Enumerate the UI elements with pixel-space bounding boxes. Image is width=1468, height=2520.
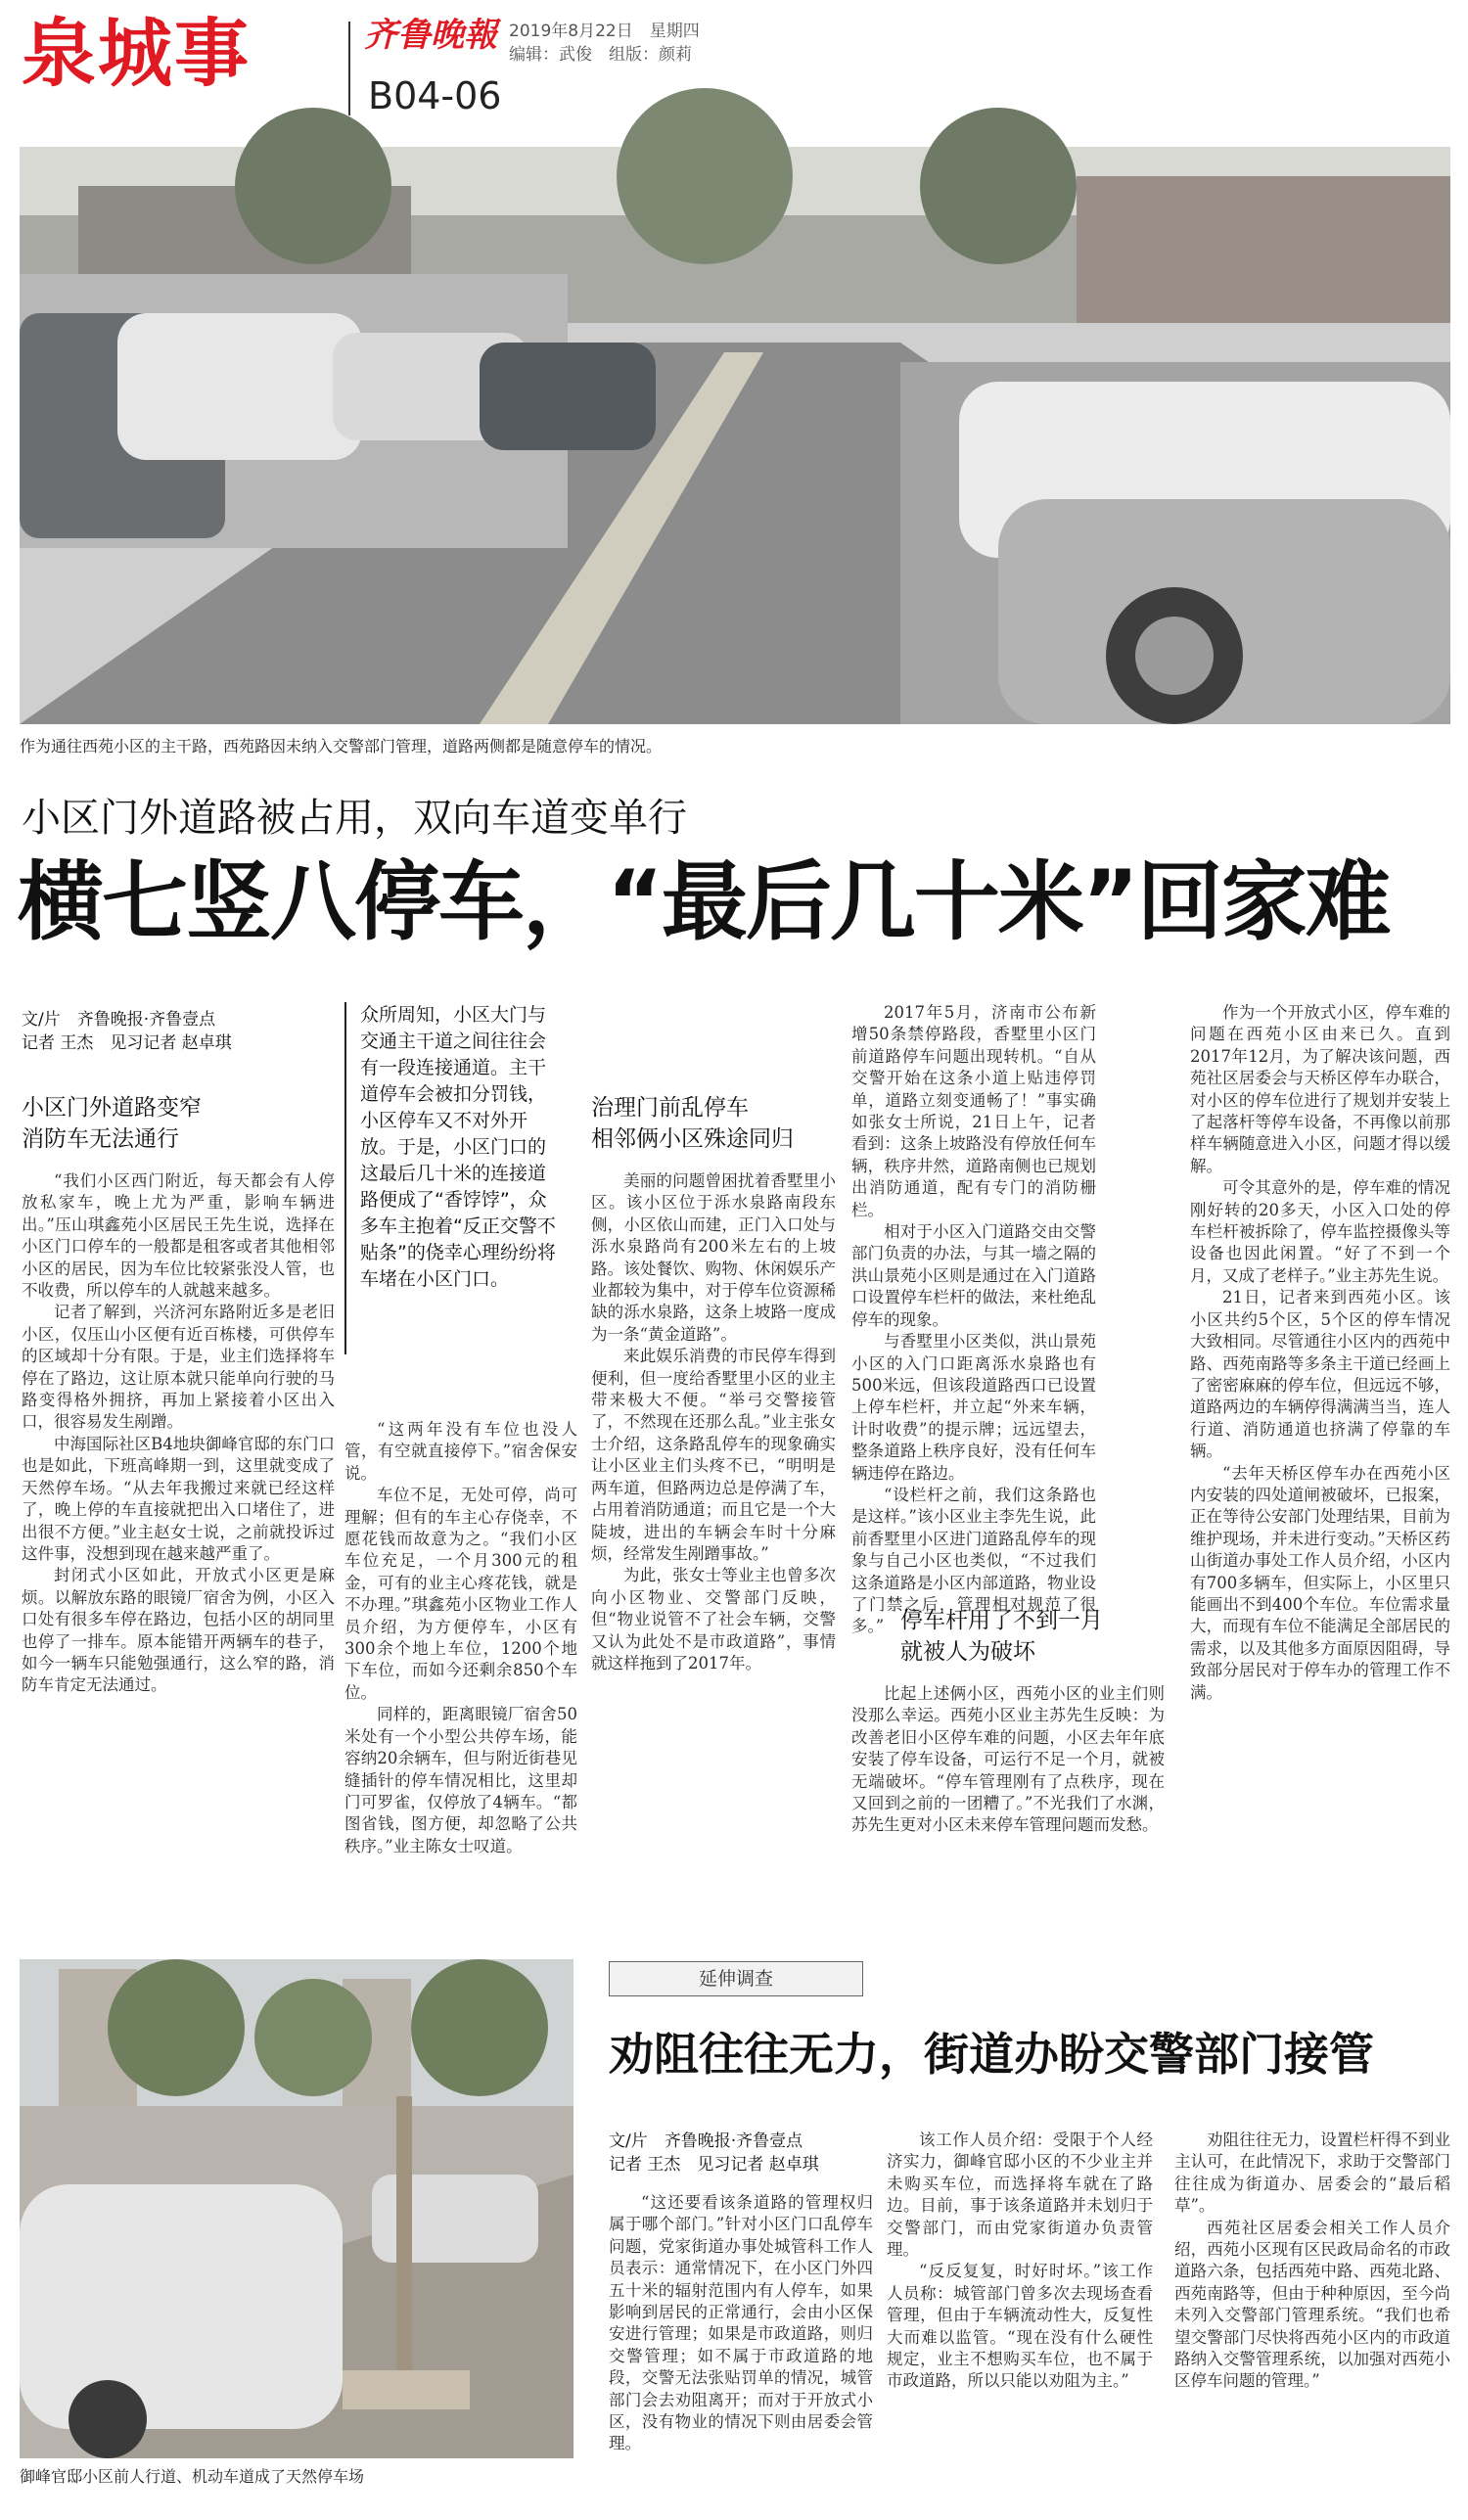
story-subheadline: 小区门外道路被占用，双向车道变单行 [22, 796, 687, 841]
photo2-caption: 御峰官邸小区前人行道、机动车道成了天然停车场 [20, 2467, 365, 2486]
text-column-3 [591, 1170, 836, 1924]
lede-box: 众所周知，小区大门与交通主干道之间往往会有一段连接通道。主干道停车会被扣分罚钱，小区停车又不对外开放。于是，小区门口的这最后几十米的连接道路便成了“香饽饽”，众多车主抱着“反正交警不贴条”的侥幸心理纷纷将车堵在小区门口。 [344, 1002, 556, 1354]
paragraph: 作为一个开放式小区，停车难的问题在西苑小区由来已久。直到2017年12月，为了解决该问题，西苑社区居委会与天桥区停车办联合，对小区的停车位进行了规划并安装上了起落杆等停车设备，不再像以前那样车辆随意进入小区，问题才得以缓解。 [1190, 1003, 1450, 1175]
paragraph: 车位不足，无处可停，尚可理解；但有的车主心存侥幸，不愿花钱而故意为之。“我们小区车位充足，一个月300元的租金，可有的业主心疼花钱，就是不办理。”琪鑫苑小区物业工作人员介绍，为方便停车，小区有300余个地上车位，1200个地下车位，而如今还剩余850个车位。 [344, 1486, 577, 1702]
story-byline [22, 1008, 344, 1055]
masthead-divider [348, 22, 350, 115]
paragraph: 西苑社区居委会相关工作人员介绍，西苑小区现有区民政局命名的市政道路六条，包括西苑中路、西苑北路、西苑南路等，但由于种种原因，至今尚未列入交警部门管理系统。“我们也希望交警部门尽快将西苑小区内的市政道路纳入交警管理系统，以加强对西苑小区停车问题的管理。” [1174, 2218, 1450, 2391]
street-parking-photo [20, 147, 1450, 724]
text-column-2 [344, 1419, 577, 1924]
byline-source: 文/片 齐鲁晚报·齐鲁壹点 [609, 2131, 803, 2151]
section-tag: 延伸调查 [609, 1961, 863, 1996]
paragraph: 来此娱乐消费的市民停车得到便利，但一度给香墅里小区的业主带来极大不便。“举弓交警接管了，不然现在还那么乱。”业主张女士介绍，这条路乱停车的现象确实让小区业主们头疼不已，“明明是两车道，但路两边总是停满了车，占用着消防通道；而且它是一个大陡坡，进出的车辆会车时十分麻烦，经常发生剐蹭事故。” [591, 1347, 836, 1563]
paragraph: “我们小区西门附近，每天都会有人停放私家车，晚上尤为严重，影响车辆进出。”压山琪鑫苑小区居民王先生说，选择在小区门口停车的一般都是租客或者其他相邻小区的居民，因为车位比较紧张没人管，也不收费，所以停车的人就越来越多。 [22, 1171, 335, 1301]
paragraph: 2017年5月，济南市公布新增50条禁停路段，香墅里小区门前道路停车问题出现转机。“自从交警开始在这条小道上贴违停罚单，道路立刻变通畅了！”事实确如张女士所说，21日上午，记者看到：这条上坡路没有停放任何车辆，秩序井然，道路南侧也已规划出消防通道，配有专门的消防栅栏。 [851, 1003, 1096, 1219]
paragraph: 封闭式小区如此，开放式小区更是麻烦。以解放东路的眼镜厂宿舍为例，小区入口处有很多车停在路边，包括小区的胡同里也停了一排车。原本能错开两辆车的巷子，如今一辆车只能勉强通行，这么窄的路，消防车肯定无法通过。 [22, 1566, 335, 1695]
photo-caption: 作为通往西苑小区的主干路，西苑路因未纳入交警部门管理，道路两侧都是随意停车的情况。 [20, 737, 663, 756]
story2-headline: 劝阻往往无力，街道办盼交警部门接管 [609, 2028, 1374, 2081]
byline-source: 文/片 齐鲁晚报·齐鲁壹点 [22, 1010, 216, 1030]
masthead-meta [509, 20, 700, 67]
paragraph: 同样的，距离眼镜厂宿舍50米处有一个小型公共停车场，能容纳20余辆车，但与附近街巷见缝插针的停车情况相比，这里却门可罗雀，仅停放了4辆车。“都图省钱，图方便，却忽略了公共秩序。”业主陈女士叹道。 [344, 1705, 577, 1856]
paragraph: “这两年没有车位也没人管，有空就直接停下。”宿舍保安说。 [344, 1420, 577, 1483]
byline-reporters: 记者 王杰 见习记者 赵卓琪 [22, 1033, 232, 1053]
paragraph: 为此，张女士等业主也曾多次向小区物业、交警部门反映，但“物业说管不了社会车辆，交警又认为此处不是市政道路”，事情就这样拖到了2017年。 [591, 1566, 836, 1672]
paragraph: 与香墅里小区类似，洪山景苑小区的入门口距离泺水泉路也有500米远，但该段道路西口已设置上停车栏杆，并立起“外来车辆，计时收费”的提示牌；远远望去，整条道路上秩序良好，没有任何车辆违停在路边。 [851, 1332, 1096, 1483]
text-column-1 [22, 1170, 335, 1924]
paragraph: 该工作人员介绍：受限于个人经济实力，御峰官邸小区的不少业主并未购买车位，而选择将车就在了路边。目前，事于该条道路并未划归于交警部门，而由党家街道办负责管理。 [887, 2131, 1153, 2260]
editors-credit: 编辑：武俊 组版：颜莉 [509, 45, 692, 65]
story2-column-3 [1174, 2130, 1450, 2496]
section-title: 泉城事 [22, 10, 251, 97]
paragraph: 可令其意外的是，停车难的情况刚好转的20多天，小区入口处的停车栏杆被拆除了，停车监控摄像头等设备也因此闲置。“好了不到一个月，又成了老样子。”业主苏先生说。 [1190, 1178, 1450, 1285]
sidewalk-parking-photo [20, 1959, 573, 2458]
paragraph: 美丽的问题曾困扰着香墅里小区。该小区位于泺水泉路南段东侧，小区依山而建，正门入口处与泺水泉路尚有200米左右的上坡路。该处餐饮、购物、休闲娱乐产业都较为集中，对于停车位资源稀缺的泺水泉路，这条上坡路一度成为一条“黄金道路”。 [591, 1171, 836, 1344]
issue-date: 2019年8月22日 星期四 [509, 22, 700, 41]
text-column-5 [1190, 1002, 1450, 1924]
paragraph: “去年天桥区停车办在西苑小区内安装的四处道闸被破坏，已报案，正在等待公安部门处理结果，目前为维护现场，并未进行变动。”天桥区药山街道办事处工作人员介绍，小区内有700多辆车，但实际上，小区里只能画出不到400个车位。车位需求量大，而现有车位不能满足全部居民的需求，以及其他多方面原因阻碍，导致部分居民对于停车办的管理工作不满。 [1190, 1463, 1450, 1702]
paragraph: “这还要看该条道路的管理权归属于哪个部门。”针对小区门口乱停车问题，党家街道办事处城管科工作人员表示：通常情况下，在小区门外四五十米的辐射范围内有人停车，如果影响到居民的正常通行，会由小区保安进行管理；如果是市政道路，则归交警管理；如不属于市政道路的地段，交警无法张贴罚单的情况，城管部门会去劝阻离开；而对于开放式小区，没有物业的情况下则由居委会管理。 [609, 2193, 873, 2453]
paragraph: 记者了解到，兴济河东路附近多是老旧小区，仅压山小区便有近百栋楼，可供停车的区域却十分有限。于是，业主们选择将车停在了路边，这让原本就只能单向行驶的马路变得格外拥挤，再加上紧接着小区出入口，很容易发生剐蹭。 [22, 1303, 335, 1432]
paragraph: “反反复复，时好时坏。”该工作人员称：城管部门曾多次去现场查看管理，但由于车辆流动性大，反复性大而难以监管。“现在没有什么硬性规定，业主不想购买车位，也不属于市政道路，所以只能以劝阻为主。” [887, 2262, 1153, 2391]
newspaper-logo: 齐鲁晚報 [364, 16, 497, 55]
story2-column-1 [609, 2192, 873, 2496]
section-heading-3: 停车杆用了不到一月 就被人为破坏 [900, 1608, 1103, 1665]
paragraph: 相对于小区入门道路交由交警部门负责的办法，与其一墙之隔的洪山景苑小区则是通过在入门道路口设置停车栏杆的做法，来杜绝乱停车的现象。 [851, 1222, 1096, 1329]
story-headline: 横七竖八停车，“最后几十米”回家难 [18, 851, 1390, 952]
section-heading-2: 治理门前乱停车 相邻俩小区殊途同归 [591, 1095, 794, 1152]
page-number: B04-06 [368, 74, 502, 117]
section-heading-1: 小区门外道路变窄 消防车无法通行 [22, 1095, 202, 1152]
paragraph: 21日，记者来到西苑小区。该小区共约5个区，5个区的停车情况大致相同。尽管通往小区内的西苑中路、西苑南路等多条主干道已经画上了密密麻麻的停车位，但远远不够，道路两边的车辆停得满满当当，连人行道、消防通道也挤满了停靠的车辆。 [1190, 1288, 1450, 1461]
byline-reporters: 记者 王杰 见习记者 赵卓琪 [609, 2155, 819, 2175]
paragraph: 劝阻往往无力，设置栏杆得不到业主认可，在此情况下，求助于交警部门往往成为街道办、居委会的“最后稻草”。 [1174, 2131, 1450, 2216]
text-column-4b [851, 1683, 1165, 1924]
paragraph: “设栏杆之前，我们这条路也是这样。”该小区业主李先生说，此前香墅里小区进门道路乱停车的现象与自己小区也类似，“不过我们这条道路是小区内部道路，物业设了门禁之后，管理相对规范了很多。” [851, 1485, 1096, 1636]
text-column-4 [851, 1002, 1096, 1636]
paragraph: 比起上述俩小区，西苑小区的业主们则没那么幸运。西苑小区业主苏先生反映：为改善老旧小区停车难的问题，小区去年年底安装了停车设备，可运行不足一个月，就被无端破坏。“停车管理刚有了点秩序，现在又回到之前的一团糟了。”不光我们了水渊，苏先生更对小区未来停车管理问题而发愁。 [851, 1684, 1165, 1835]
paragraph: 中海国际社区B4地块御峰官邸的东门口也是如此，下班高峰期一到，这里就变成了天然停车场。“从去年我搬过来就已经这样了，晚上停的车直接就把出入口堵住了，进出很不方便。”业主赵女士说，之前就投诉过这件事，没想到现在越来越严重了。 [22, 1434, 335, 1563]
story2-byline [609, 2130, 873, 2176]
story2-column-2 [887, 2130, 1153, 2496]
